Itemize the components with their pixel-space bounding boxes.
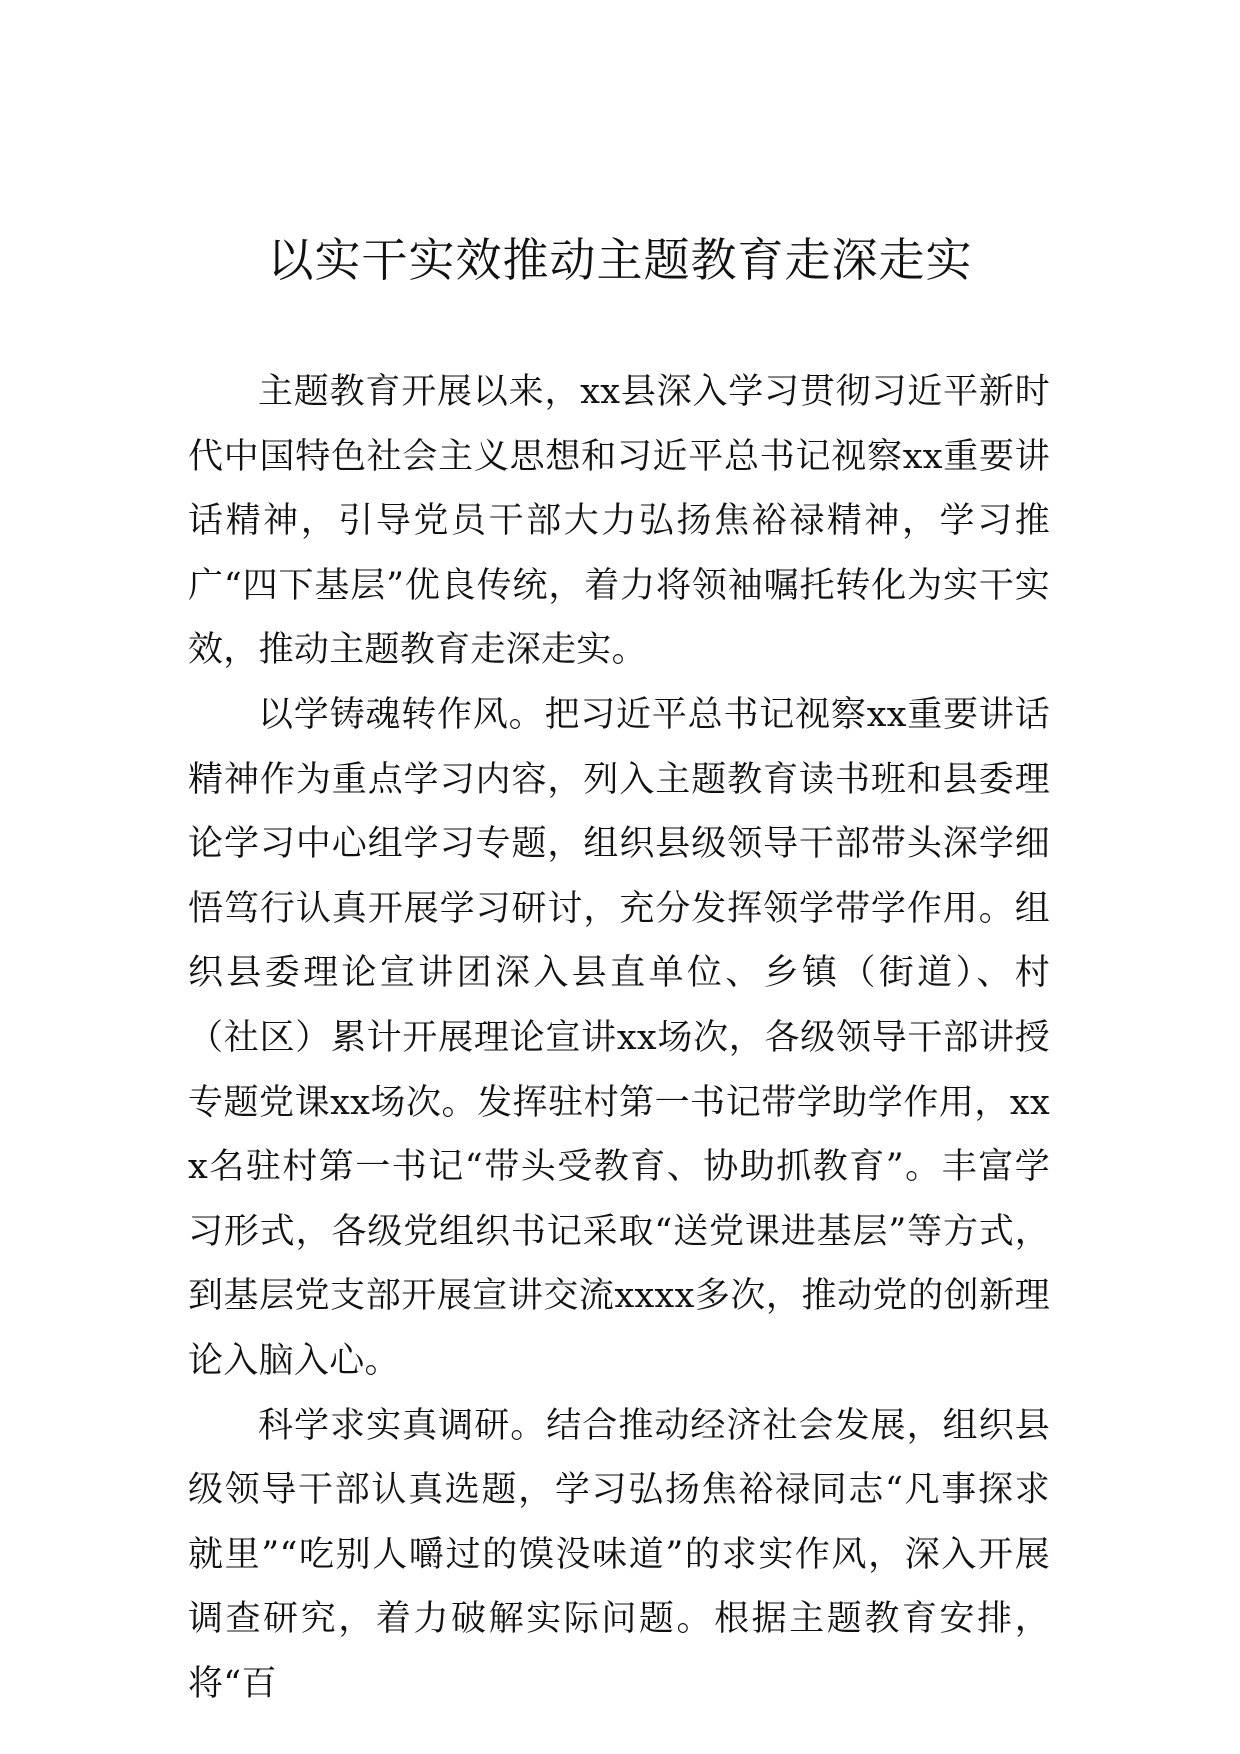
document-title: 以实干实效推动主题教育走深走实 [267, 233, 973, 287]
paragraph-intro: 主题教育开展以来，xx县深入学习贯彻习近平新时代中国特色社会主义思想和习近平总书记视察xx重要讲话精神，引导党员干部大力弘扬焦裕禄精神，学习推广“四下基层”优良传统，着力将领袖嘱托转化为实干实效，推动主题教育走深走实。 [188, 372, 1050, 671]
document-body [188, 360, 1050, 1716]
paragraph-study: 以学铸魂转作风。把习近平总书记视察xx重要讲话精神作为重点学习内容，列入主题教育读书班和县委理论学习中心组学习专题，组织县级领导干部带头深学细悟笃行认真开展学习研讨，充分发挥领学带学作用。组织县委理论宣讲团深入县直单位、乡镇（街道）、村（社区）累计开展理论宣讲xx场次，各级领导干部讲授专题党课xx场次。发挥驻村第一书记带学助学作用，xxx名驻村第一书记“带头受教育、协助抓教育”。丰富学习形式，各级党组织书记采取“送党课进基层”等方式，到基层党支部开展宣讲交流xxxx多次，推动党的创新理论入脑入心。 [188, 694, 1050, 1381]
paragraph-research: 科学求实真调研。结合推动经济社会发展，组织县级领导干部认真选题，学习弘扬焦裕禄同志“凡事探求就里”“吃别人嚼过的馍没味道”的求实作风，深入开展调查研究，着力破解实际问题。根据主题教育安排，将“百 [188, 1405, 1050, 1704]
